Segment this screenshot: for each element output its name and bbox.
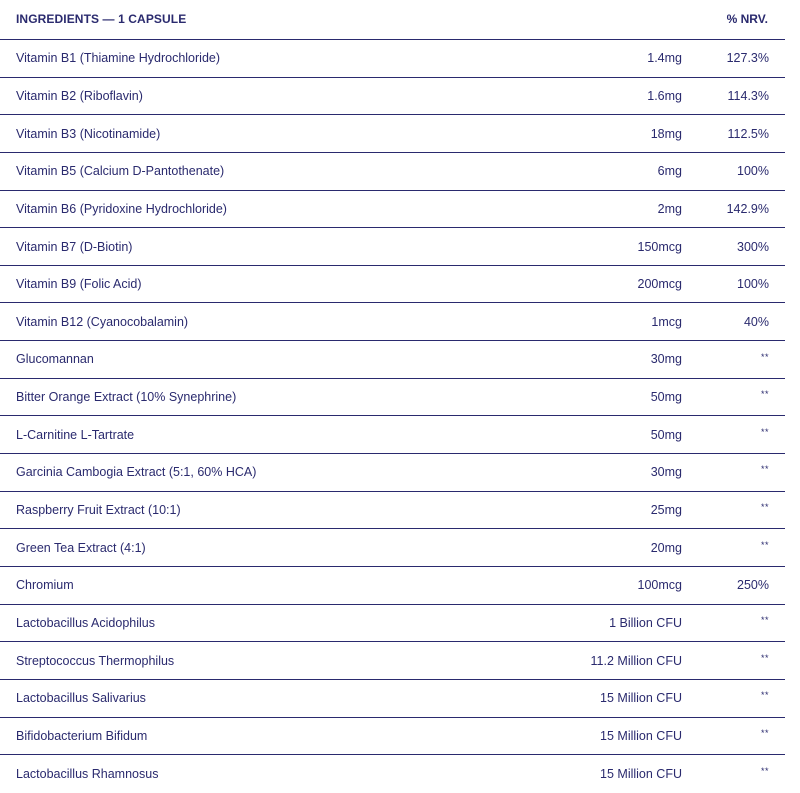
table-row <box>0 191 785 229</box>
ingredient-name: Raspberry Fruit Extract (10:1) <box>16 503 181 517</box>
ingredients-column-header: INGREDIENTS — 1 CAPSULE <box>16 12 187 26</box>
ingredient-amount: 18mg <box>650 126 682 141</box>
ingredient-nrv: 250% <box>737 578 769 593</box>
ingredient-amount: 100mcg <box>637 578 682 593</box>
ingredient-name: Streptococcus Thermophilus <box>16 653 175 668</box>
table-row <box>0 755 785 793</box>
table-row <box>0 529 785 567</box>
table-row <box>0 567 785 605</box>
ingredient-nrv: ** <box>760 690 769 701</box>
ingredient-name: Vitamin B9 (Folic Acid) <box>16 277 142 292</box>
table-row <box>0 115 785 153</box>
ingredient-name: Vitamin B1 (Thiamine Hydrochloride) <box>16 51 221 66</box>
ingredient-nrv: 100% <box>737 164 769 179</box>
ingredient-name: Bitter Orange Extract (10% Synephrine) <box>16 390 237 405</box>
ingredient-nrv: ** <box>760 765 769 776</box>
table-row <box>0 718 785 756</box>
ingredient-amount: 15 Million CFU <box>600 766 682 781</box>
ingredient-name: Vitamin B2 (Riboflavin) <box>16 88 143 103</box>
ingredient-amount: 150mcg <box>637 239 682 254</box>
ingredient-nrv: ** <box>760 389 769 400</box>
ingredient-amount: 20mg <box>650 540 682 555</box>
table-header <box>0 0 785 40</box>
table-row <box>0 40 785 78</box>
ingredient-name: Vitamin B7 (D-Biotin) <box>16 239 133 254</box>
ingredient-nrv: 112.5% <box>727 126 769 141</box>
ingredient-name: Vitamin B5 (Calcium D-Pantothenate) <box>16 164 225 179</box>
ingredient-amount: 25mg <box>650 503 682 517</box>
ingredient-nrv: ** <box>760 539 769 550</box>
table-row <box>0 680 785 718</box>
ingredient-amount: 30mg <box>650 465 682 480</box>
ingredient-nrv: 300% <box>737 239 769 254</box>
ingredient-nrv: 127.3% <box>726 51 769 66</box>
ingredient-nrv: 100% <box>737 277 769 292</box>
ingredient-name: Green Tea Extract (4:1) <box>16 540 146 555</box>
ingredient-name: Vitamin B6 (Pyridoxine Hydrochloride) <box>16 201 227 216</box>
ingredient-amount: 200mcg <box>637 277 682 292</box>
table-row <box>0 605 785 643</box>
ingredient-nrv: 40% <box>743 314 769 329</box>
ingredient-nrv: 142.9% <box>726 201 769 216</box>
ingredient-amount: 50mg <box>650 390 682 405</box>
ingredient-amount: 15 Million CFU <box>600 728 682 743</box>
ingredient-nrv: ** <box>760 502 769 513</box>
table-row <box>0 642 785 680</box>
table-row <box>0 454 785 492</box>
table-row <box>0 78 785 116</box>
nrv-column-header: % NRV. <box>726 12 768 26</box>
ingredient-nrv: 114.3% <box>727 88 769 103</box>
ingredient-nrv: ** <box>760 426 769 437</box>
ingredient-amount: 1.4mg <box>647 51 682 66</box>
ingredient-amount: 1mcg <box>651 314 682 329</box>
ingredient-name: Lactobacillus Acidophilus <box>16 615 155 630</box>
ingredient-name: Glucomannan <box>16 352 94 367</box>
ingredient-name: Garcinia Cambogia Extract (5:1, 60% HCA) <box>16 465 257 480</box>
ingredient-name: Vitamin B12 (Cyanocobalamin) <box>16 314 189 329</box>
ingredient-amount: 15 Million CFU <box>600 691 682 706</box>
ingredient-amount: 2mg <box>657 201 682 216</box>
ingredient-nrv: ** <box>760 727 769 738</box>
table-row <box>0 303 785 341</box>
table-body <box>0 40 785 793</box>
ingredient-amount: 50mg <box>650 427 682 442</box>
ingredient-nrv: ** <box>760 351 769 362</box>
table-row <box>0 492 785 530</box>
ingredient-name: Lactobacillus Salivarius <box>16 691 146 706</box>
ingredient-nrv: ** <box>760 464 769 475</box>
ingredient-name: Bifidobacterium Bifidum <box>16 728 148 743</box>
ingredient-amount: 1 Billion CFU <box>609 615 682 630</box>
ingredient-amount: 11.2 Million CFU <box>590 653 682 668</box>
ingredient-nrv: ** <box>760 614 769 625</box>
table-row <box>0 379 785 417</box>
ingredient-name: L-Carnitine L-Tartrate <box>16 427 135 442</box>
ingredient-nrv: ** <box>760 652 769 663</box>
ingredient-amount: 30mg <box>650 352 682 367</box>
ingredient-name: Lactobacillus Rhamnosus <box>16 766 159 781</box>
ingredient-name: Chromium <box>16 578 74 593</box>
table-row <box>0 228 785 266</box>
table-row <box>0 416 785 454</box>
table-row <box>0 266 785 304</box>
ingredient-name: Vitamin B3 (Nicotinamide) <box>16 126 161 141</box>
table-row <box>0 153 785 191</box>
ingredient-amount: 6mg <box>657 164 682 179</box>
table-row <box>0 341 785 379</box>
ingredient-amount: 1.6mg <box>647 88 682 103</box>
